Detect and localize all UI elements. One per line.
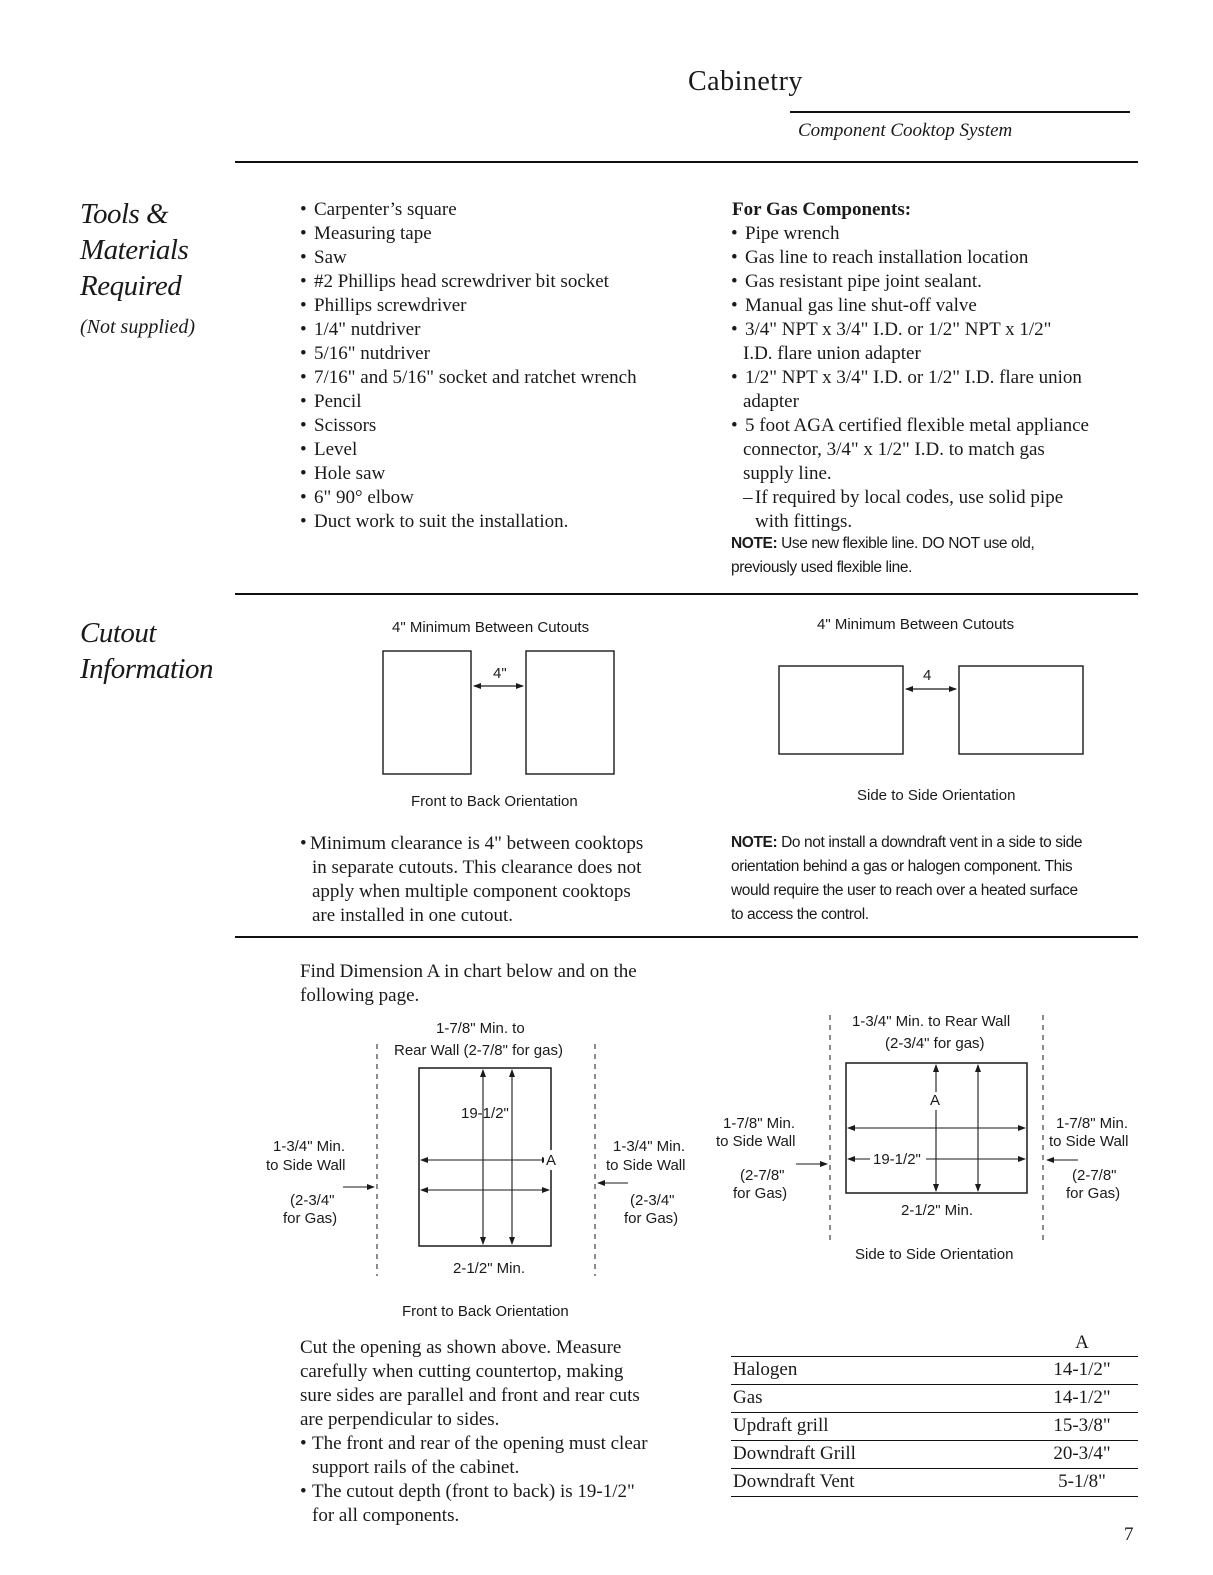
list-item: • #2 Phillips head screwdriver bit socket — [300, 270, 720, 294]
fb-dimension-caption: Front to Back Orientation — [402, 1303, 569, 1320]
ss-rear-label: (2-3/4" for gas) — [885, 1035, 985, 1052]
list-item: • 3/4" NPT x 3/4" I.D. or 1/2" NPT x 1/2" — [731, 318, 1141, 342]
ss-left-label: for Gas) — [733, 1185, 788, 1202]
fb-dimension-label: 4" — [493, 665, 507, 682]
ss-bottom-label: 2-1/2" Min. — [901, 1202, 974, 1219]
ss-left-label: (2-7/8" — [740, 1167, 785, 1184]
ss-right-label: for Gas) — [1066, 1185, 1121, 1202]
fb-rear-label: 1-7/8" Min. to — [436, 1020, 525, 1037]
fb-caption: Front to Back Orientation — [411, 793, 578, 810]
gas-list — [731, 222, 1141, 534]
fb-right-label: (2-3/4" — [630, 1192, 675, 1209]
list-item: • Level — [300, 438, 720, 462]
front-to-back-dimension-diagram — [258, 1010, 708, 1320]
side-to-side-dimension-diagram — [710, 1005, 1150, 1265]
fb-right-label: to Side Wall — [606, 1157, 686, 1174]
cutout-section-title: Cutout Information — [80, 617, 214, 685]
list-item: • Gas resistant pipe joint sealant. — [731, 270, 1141, 294]
list-item: • 1/4" nutdriver — [300, 318, 720, 342]
sub-list-item: – If required by local codes, use solid pipe — [731, 486, 1141, 510]
tools-list — [300, 198, 720, 534]
cutout-rect — [959, 666, 1083, 754]
table-header: A — [1026, 1331, 1138, 1357]
list-item: • Duct work to suit the installation. — [300, 510, 720, 534]
fb-right-label: for Gas) — [624, 1210, 679, 1227]
cutout-rect — [419, 1068, 551, 1246]
fb-depth-label: 19-1/2" — [461, 1105, 509, 1122]
list-item: • Carpenter’s square — [300, 198, 720, 222]
cutting-instructions: Cut the opening as shown above. Measure carefully when cutting countertop, making sure sides are parallel and front and rear cuts are perpendicular to sides. • The front and rear of the opening must clear support rails of the cabinet. • The cutout depth (front to back) is 19-1/2" for all components. — [300, 1337, 648, 1526]
list-item: • Measuring tape — [300, 222, 720, 246]
fb-a-label: A — [546, 1152, 557, 1169]
ss-a-label: A — [930, 1092, 941, 1109]
fb-left-label: for Gas) — [283, 1210, 338, 1227]
cutout-rect — [779, 666, 903, 754]
fb-left-label: 1-3/4" Min. — [273, 1138, 346, 1155]
fb-rear-label: Rear Wall (2-7/8" for gas) — [394, 1042, 563, 1059]
note-label: NOTE: — [731, 834, 778, 851]
section-rule-2 — [235, 936, 1138, 938]
dimension-a-table — [731, 1331, 1138, 1497]
list-item: • Manual gas line shut-off valve — [731, 294, 1141, 318]
ss-right-label: (2-7/8" — [1072, 1167, 1117, 1184]
page-number: 7 — [1124, 1524, 1134, 1545]
table-row: Downdraft Vent 5-1/8" — [731, 1469, 1138, 1497]
table-row: Halogen 14-1/2" — [731, 1357, 1138, 1385]
list-item-continued: I.D. flare union adapter — [743, 343, 921, 364]
table-row: Gas 14-1/2" — [731, 1385, 1138, 1413]
downdraft-note: NOTE: Do not install a downdraft vent in a side to side orientation behind a gas or halogen component. This would require the user to reach over a heated surface to access the control. — [731, 834, 1083, 923]
table-row: Updraft grill 15-3/8" — [731, 1413, 1138, 1441]
list-item: • Phillips screwdriver — [300, 294, 720, 318]
gas-note: NOTE: Use new flexible line. DO NOT use old, previously used flexible line. — [731, 535, 1035, 576]
list-item: • 5/16" nutdriver — [300, 342, 720, 366]
ss-right-label: 1-7/8" Min. — [1056, 1115, 1129, 1132]
tools-not-supplied: (Not supplied) — [80, 316, 195, 338]
list-item: • 7/16" and 5/16" socket and ratchet wrench — [300, 366, 720, 390]
header-rule-short — [790, 111, 1130, 113]
page-subtitle: Component Cooktop System — [798, 120, 1013, 141]
list-item: • Gas line to reach installation location — [731, 246, 1141, 270]
ss-top-label: 4" Minimum Between Cutouts — [817, 616, 1015, 633]
list-item: • Saw — [300, 246, 720, 270]
fb-bottom-label: 2-1/2" Min. — [453, 1260, 526, 1277]
ss-right-label: to Side Wall — [1049, 1133, 1129, 1150]
list-item-continued: supply line. — [743, 463, 832, 484]
list-item: • 6" 90° elbow — [300, 486, 720, 510]
ss-caption: Side to Side Orientation — [857, 787, 1016, 804]
list-item: • Hole saw — [300, 462, 720, 486]
section-rule-1 — [235, 593, 1138, 595]
fb-top-label: 4" Minimum Between Cutouts — [392, 619, 590, 636]
header-rule — [235, 161, 1138, 163]
ss-dimension-label: 4 — [923, 667, 932, 684]
ss-depth-label: 19-1/2" — [873, 1151, 921, 1168]
fb-right-label: 1-3/4" Min. — [613, 1138, 686, 1155]
ss-dimension-caption: Side to Side Orientation — [855, 1246, 1014, 1263]
list-item: • 1/2" NPT x 3/4" I.D. or 1/2" I.D. flare union — [731, 366, 1141, 390]
tools-section-title: Tools & Materials Required — [80, 198, 189, 302]
list-item-continued: adapter — [743, 391, 799, 412]
ss-left-label: 1-7/8" Min. — [723, 1115, 796, 1132]
dimension-intro: Find Dimension A in chart below and on the following page. — [300, 961, 637, 1006]
list-item: • Scissors — [300, 414, 720, 438]
list-item: • 5 foot AGA certified flexible metal appliance — [731, 414, 1141, 438]
front-to-back-cutout-diagram — [360, 610, 640, 820]
table-row: Downdraft Grill 20-3/4" — [731, 1441, 1138, 1469]
note-label: NOTE: — [731, 535, 778, 552]
list-item-continued: connector, 3/4" x 1/2" I.D. to match gas — [743, 439, 1045, 460]
side-to-side-cutout-diagram — [770, 610, 1100, 820]
ss-left-label: to Side Wall — [716, 1133, 796, 1150]
list-item: • Pencil — [300, 390, 720, 414]
cutout-rect — [526, 651, 614, 774]
clearance-text: • Minimum clearance is 4" between cooktops in separate cutouts. This clearance does not apply when multiple component cooktops are installed in one cutout. — [300, 833, 644, 926]
fb-left-label: to Side Wall — [266, 1157, 346, 1174]
cutout-rect — [383, 651, 471, 774]
ss-rear-label: 1-3/4" Min. to Rear Wall — [852, 1013, 1011, 1030]
list-item: • Pipe wrench — [731, 222, 1141, 246]
list-item-continued: with fittings. — [755, 511, 853, 532]
page-title: Cabinetry — [688, 66, 803, 97]
fb-left-label: (2-3/4" — [290, 1192, 335, 1209]
gas-heading: For Gas Components: — [732, 199, 912, 220]
